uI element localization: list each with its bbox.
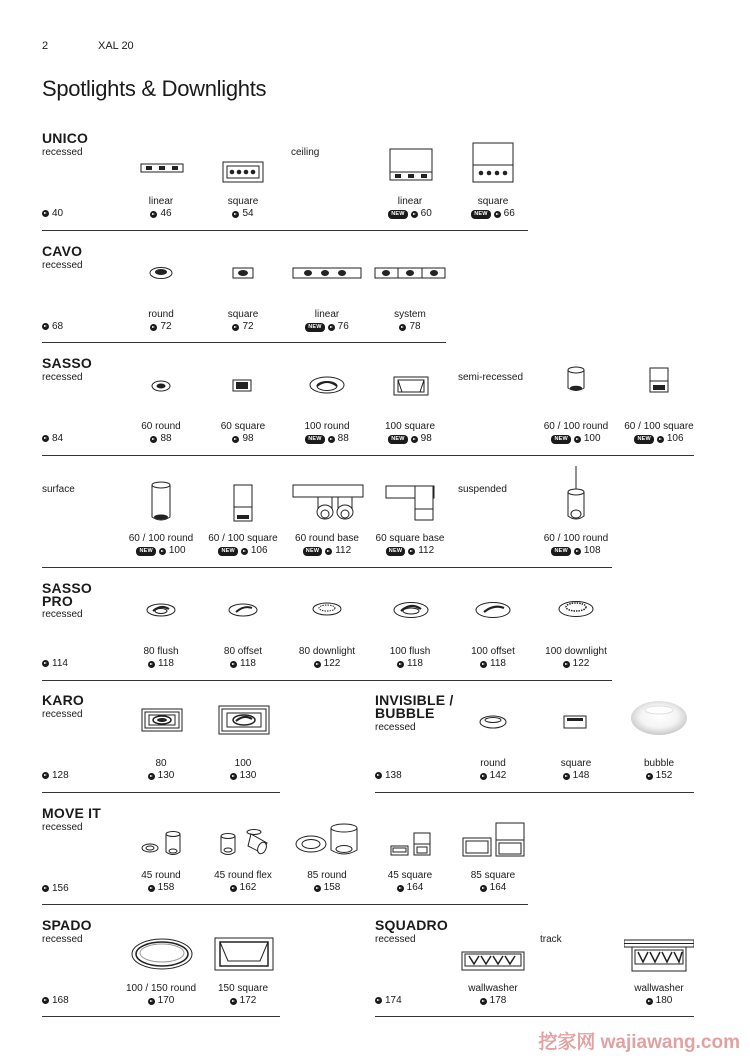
sasso-suspended-icon	[565, 466, 587, 522]
arrow-icon	[232, 324, 239, 331]
arrow-icon	[646, 773, 653, 780]
product-sasso-surface-square[interactable]: 60 / 100 square NEW 106	[208, 533, 278, 556]
family-sub-spado: recessed	[42, 934, 83, 945]
squadro-wallwasher-icon	[461, 951, 525, 971]
product-bubble[interactable]: bubble 152	[643, 758, 675, 781]
family-sub-cavo: recessed	[42, 260, 83, 271]
sasso-100-round-icon	[309, 376, 345, 394]
family-sub-sasso: recessed	[42, 372, 83, 383]
arrow-icon	[480, 773, 487, 780]
move-it-45-round-icon	[141, 830, 183, 858]
arrow-icon	[42, 885, 49, 892]
move-it-85-round-icon	[295, 822, 361, 858]
product-cavo-round[interactable]: round 72	[148, 309, 174, 332]
product-sasso-pro-100-downlight[interactable]: 100 downlight 122	[545, 646, 607, 669]
family-page-squadro[interactable]: 174	[375, 995, 402, 1006]
arrow-icon	[328, 436, 335, 443]
new-badge: NEW	[136, 547, 155, 556]
invisible-square-icon	[563, 714, 587, 730]
product-karo-100[interactable]: 100 130	[201, 758, 285, 782]
arrow-icon	[328, 324, 335, 331]
karo-100-icon	[218, 705, 270, 735]
family-sub-surface: surface	[42, 484, 75, 495]
product-spado-round[interactable]: 100 / 150 round 170	[125, 983, 197, 1006]
divider	[42, 680, 612, 681]
product-sasso-pro-100-flush[interactable]: 100 flush 118	[389, 646, 431, 669]
product-move-it-85-square[interactable]: 85 square 164	[470, 870, 516, 893]
arrow-icon	[148, 998, 155, 1005]
arrow-icon	[397, 661, 404, 668]
family-page-invisible[interactable]: 138	[375, 770, 402, 781]
product-sasso-surface-round[interactable]: 60 / 100 round NEW 100	[128, 533, 194, 556]
arrow-icon	[646, 998, 653, 1005]
arrow-icon	[480, 661, 487, 668]
product-unico-ceiling-linear[interactable]: linear NEW 60	[368, 196, 452, 220]
cavo-linear-icon	[292, 265, 362, 281]
family-sub-squadro: recessed	[375, 934, 416, 945]
product-unico-square[interactable]: square 54	[227, 196, 259, 219]
move-it-45-square-icon	[390, 832, 432, 858]
divider	[375, 792, 694, 793]
product-cavo-system[interactable]: system 78	[394, 309, 426, 332]
new-badge: NEW	[551, 547, 570, 556]
family-sub-sasso-pro: recessed	[42, 609, 83, 620]
sasso-semi-square-icon	[648, 366, 670, 394]
product-sasso-round-base[interactable]: 60 round base NEW 112	[295, 533, 359, 556]
sasso-pro-100-downlight-icon	[558, 600, 594, 618]
arrow-icon	[563, 773, 570, 780]
arrow-icon	[657, 436, 664, 443]
cavo-system-icon	[374, 265, 446, 281]
arrow-icon	[574, 436, 581, 443]
product-sasso-60-round[interactable]: 60 round 88	[141, 421, 181, 444]
page-number: 2	[42, 40, 49, 52]
karo-80-icon	[141, 708, 183, 732]
family-title-invisible-bubble: INVISIBLE / BUBBLE	[375, 692, 454, 721]
divider	[42, 230, 528, 231]
product-sasso-pro-80-offset[interactable]: 80 offset 118	[223, 646, 263, 669]
arrow-icon	[408, 548, 415, 555]
sasso-pro-80-flush-icon	[146, 602, 176, 618]
arrow-icon	[325, 548, 332, 555]
divider	[42, 342, 446, 343]
arrow-icon	[494, 211, 501, 218]
family-page-move-it[interactable]: 156	[42, 883, 69, 894]
product-spado-square[interactable]: 150 square 172	[217, 983, 269, 1006]
sasso-60-square-icon	[232, 379, 252, 392]
product-unico-ceiling-square[interactable]: square NEW 66	[451, 196, 535, 220]
arrow-icon	[480, 998, 487, 1005]
page-title: Spotlights & Downlights	[42, 76, 267, 101]
arrow-icon	[150, 436, 157, 443]
sasso-semi-round-icon	[566, 366, 586, 394]
arrow-icon	[159, 548, 166, 555]
divider	[42, 567, 612, 568]
arrow-icon	[42, 772, 49, 779]
family-sub-karo: recessed	[42, 709, 83, 720]
family-title-move-it: MOVE IT	[42, 805, 101, 821]
product-cavo-linear[interactable]: linear NEW 76	[285, 309, 369, 333]
family-title-unico: UNICO	[42, 130, 89, 146]
product-karo-80[interactable]: 80 130	[119, 758, 203, 782]
arrow-icon	[42, 323, 49, 330]
new-badge: NEW	[634, 435, 653, 444]
move-it-85-square-icon	[462, 822, 526, 858]
family-sub-invisible: recessed	[375, 722, 416, 733]
arrow-icon	[241, 548, 248, 555]
arrow-icon	[230, 773, 237, 780]
product-cavo-square[interactable]: square 72	[227, 309, 259, 332]
new-badge: NEW	[386, 547, 405, 556]
squadro-track-wallwasher-icon	[624, 938, 694, 972]
product-move-it-45-round-flex[interactable]: 45 round flex 162	[214, 870, 272, 893]
arrow-icon	[232, 436, 239, 443]
cavo-square-icon	[231, 266, 255, 280]
divider	[42, 455, 694, 456]
arrow-icon	[399, 324, 406, 331]
sasso-surface-square-icon	[232, 483, 254, 523]
arrow-icon	[42, 435, 49, 442]
divider	[42, 792, 280, 793]
family-page-spado[interactable]: 168	[42, 995, 69, 1006]
product-sasso-pro-100-offset[interactable]: 100 offset 118	[471, 646, 515, 669]
product-invisible-round[interactable]: round 142	[480, 758, 507, 781]
family-sub-unico: recessed	[42, 147, 83, 158]
family-sub-suspended: suspended	[458, 484, 507, 495]
arrow-icon	[574, 548, 581, 555]
product-sasso-semi-square[interactable]: 60 / 100 square NEW 106	[624, 421, 694, 444]
product-sasso-square-base[interactable]: 60 square base NEW 112	[375, 533, 445, 556]
new-badge: NEW	[303, 547, 322, 556]
arrow-icon	[230, 998, 237, 1005]
product-sasso-semi-round[interactable]: 60 / 100 round NEW 100	[543, 421, 609, 444]
product-move-it-45-square[interactable]: 45 square 164	[387, 870, 433, 893]
sasso-pro-80-offset-icon	[228, 602, 258, 618]
sasso-pro-80-downlight-icon	[312, 602, 342, 616]
arrow-icon	[150, 324, 157, 331]
family-sub2-unico: ceiling	[291, 147, 320, 158]
move-it-45-round-flex-icon	[218, 826, 270, 858]
product-squadro-wallwasher[interactable]: wallwasher 178	[468, 983, 518, 1006]
arrow-icon	[397, 885, 404, 892]
unico-square-icon	[222, 161, 264, 183]
sasso-square-base-icon	[385, 485, 435, 521]
arrow-icon	[150, 211, 157, 218]
family-title-karo: KARO	[42, 692, 85, 708]
new-badge: NEW	[471, 210, 490, 219]
product-squadro-track-wallwasher[interactable]: wallwasher 180	[634, 983, 684, 1006]
arrow-icon	[230, 661, 237, 668]
arrow-icon	[314, 885, 321, 892]
cavo-round-icon	[149, 266, 173, 280]
product-sasso-suspended[interactable]: 60 / 100 round NEW 108	[543, 533, 609, 556]
product-sasso-pro-80-flush[interactable]: 80 flush 118	[143, 646, 179, 669]
new-badge: NEW	[551, 435, 570, 444]
arrow-icon	[375, 997, 382, 1004]
unico-ceiling-square-icon	[472, 142, 514, 184]
product-invisible-square[interactable]: square 148	[560, 758, 592, 781]
arrow-icon	[42, 210, 49, 217]
divider	[42, 1016, 280, 1017]
product-unico-linear[interactable]: linear 46	[148, 196, 174, 219]
arrow-icon	[230, 885, 237, 892]
arrow-icon	[375, 772, 382, 779]
new-badge: NEW	[305, 323, 324, 332]
family-title-spado: SPADO	[42, 917, 92, 933]
sasso-60-round-icon	[151, 380, 171, 392]
arrow-icon	[148, 773, 155, 780]
sasso-pro-100-offset-icon	[475, 601, 511, 619]
new-badge: NEW	[388, 435, 407, 444]
product-sasso-60-square[interactable]: 60 square 98	[220, 421, 266, 444]
unico-linear-icon	[140, 162, 184, 174]
family-title-cavo: CAVO	[42, 243, 83, 259]
arrow-icon	[411, 436, 418, 443]
arrow-icon	[411, 211, 418, 218]
watermark: 挖家网 wajiawang.com	[538, 1032, 740, 1053]
family-sub-move-it: recessed	[42, 822, 83, 833]
new-badge: NEW	[218, 547, 237, 556]
product-sasso-100-square[interactable]: 100 square NEW 98	[384, 421, 436, 444]
arrow-icon	[314, 661, 321, 668]
invisible-round-icon	[479, 714, 507, 730]
divider	[42, 904, 528, 905]
product-move-it-85-round[interactable]: 85 round 158	[307, 870, 347, 893]
arrow-icon	[480, 885, 487, 892]
sasso-round-base-icon	[292, 484, 364, 522]
family-sub2-sasso: semi-recessed	[458, 372, 524, 383]
spado-round-icon	[131, 938, 193, 970]
family-page-unico[interactable]: 40	[42, 208, 63, 219]
new-badge: NEW	[388, 210, 407, 219]
sasso-100-square-icon	[393, 376, 429, 396]
family-title-sasso: SASSO	[42, 355, 93, 371]
catalog-name: XAL 20	[98, 40, 134, 52]
arrow-icon	[232, 211, 239, 218]
arrow-icon	[42, 660, 49, 667]
product-move-it-45-round[interactable]: 45 round 158	[141, 870, 181, 893]
family-page-karo[interactable]: 128	[42, 770, 69, 781]
family-page-sasso-pro[interactable]: 114	[42, 658, 68, 669]
divider	[375, 1016, 694, 1017]
sasso-pro-100-flush-icon	[393, 601, 429, 619]
family-sub2-squadro: track	[540, 934, 562, 945]
family-title-sasso-pro: SASSO PRO	[42, 580, 93, 609]
spado-square-icon	[214, 937, 274, 971]
family-page-cavo[interactable]: 68	[42, 321, 63, 332]
arrow-icon	[42, 997, 49, 1004]
unico-ceiling-linear-icon	[389, 148, 433, 182]
product-sasso-100-round[interactable]: 100 round NEW 88	[304, 421, 350, 444]
arrow-icon	[148, 885, 155, 892]
arrow-icon	[563, 661, 570, 668]
arrow-icon	[148, 661, 155, 668]
family-page-sasso[interactable]: 84	[42, 433, 63, 444]
bubble-icon	[630, 700, 688, 736]
new-badge: NEW	[305, 435, 324, 444]
family-title-squadro: SQUADRO	[375, 917, 448, 933]
sasso-surface-round-icon	[149, 481, 173, 523]
product-sasso-pro-80-downlight[interactable]: 80 downlight 122	[298, 646, 356, 669]
